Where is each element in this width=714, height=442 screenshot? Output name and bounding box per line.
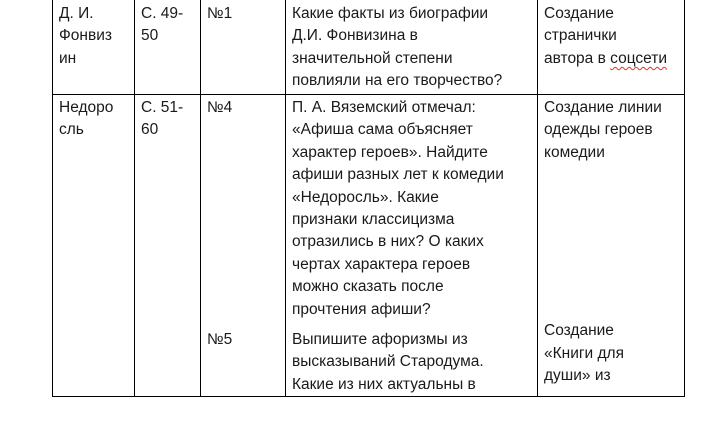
question-text-line: Д.И. Фонвизина в [292, 27, 418, 45]
result-text-line: комедии [544, 143, 605, 161]
question-text-line: Какие из них актуальны в [292, 375, 476, 393]
question-text-line: отразились в них? О каких [292, 233, 484, 251]
author-cell[interactable] [53, 0, 135, 95]
author-text-line: Недоро [59, 99, 114, 116]
question-text-line: можно сказать после [292, 278, 444, 296]
task-question-cell[interactable] [286, 95, 538, 397]
question-text-line: признаки классицизма [292, 211, 455, 229]
question-text-line: Выпишите афоризмы из [292, 331, 468, 349]
task-number-cell[interactable] [201, 0, 286, 95]
result-text-line: души» из [544, 367, 611, 385]
result-text-line: странички [544, 27, 617, 45]
question-text-line: высказываний Стародума. [292, 353, 484, 371]
question-text-line: чертах характера героев [292, 255, 471, 273]
question-text-line: «Недоросль». Какие [292, 188, 439, 206]
task-number-cell[interactable] [201, 95, 286, 397]
pages-text-line: С. 49- [141, 5, 184, 22]
pages-text-line: 60 [141, 121, 159, 139]
question-text-line: прочтения афиши? [292, 300, 431, 318]
table-row [53, 95, 685, 397]
result-text-line: Создание [544, 322, 614, 340]
lesson-plan-table [52, 0, 685, 397]
task-result-block [544, 320, 678, 387]
question-text-line: П. А. Вяземский отмечал: [292, 99, 476, 116]
result-text-line [544, 48, 678, 70]
author-text-line: ин [59, 49, 77, 67]
result-text-line: Создание линии [544, 99, 662, 116]
task-result-cell[interactable] [538, 95, 685, 397]
author-text-line: Фонвиз [59, 27, 112, 45]
result-text-line: «Книги для [544, 344, 624, 362]
question-text-line: повлияли на его творчество? [292, 72, 503, 90]
task-question-block [292, 329, 531, 396]
task-question-cell[interactable] [286, 0, 538, 95]
question-text-line: афиши разных лет к комедии [292, 166, 504, 184]
result-text-line: Создание [544, 5, 614, 22]
task-result-cell[interactable] [538, 0, 685, 95]
task-question-block [292, 97, 531, 321]
author-text-line: сль [59, 121, 84, 139]
question-text-line: «Афиша сама объясняет [292, 121, 473, 139]
pages-text-line: 50 [141, 27, 159, 45]
question-text-line: значительной степени [292, 49, 453, 67]
author-cell[interactable] [53, 95, 135, 397]
result-text-fragment: автора в [544, 49, 611, 67]
task-number: №5 [207, 331, 233, 349]
question-text-line: Какие факты из биографии [292, 5, 489, 22]
result-text-line: одежды героев [544, 121, 653, 139]
table-row [53, 0, 685, 95]
pages-cell[interactable] [135, 95, 201, 397]
task-result-block [544, 97, 678, 164]
pages-text-line: С. 51- [141, 99, 184, 116]
spellcheck-flagged-word[interactable]: соцсети [610, 49, 668, 67]
author-text-line: Д. И. [59, 5, 94, 22]
question-text-line: характер героев». Найдите [292, 143, 488, 161]
task-number: №1 [207, 5, 233, 22]
task-number: №4 [207, 99, 233, 116]
pages-cell[interactable] [135, 0, 201, 95]
